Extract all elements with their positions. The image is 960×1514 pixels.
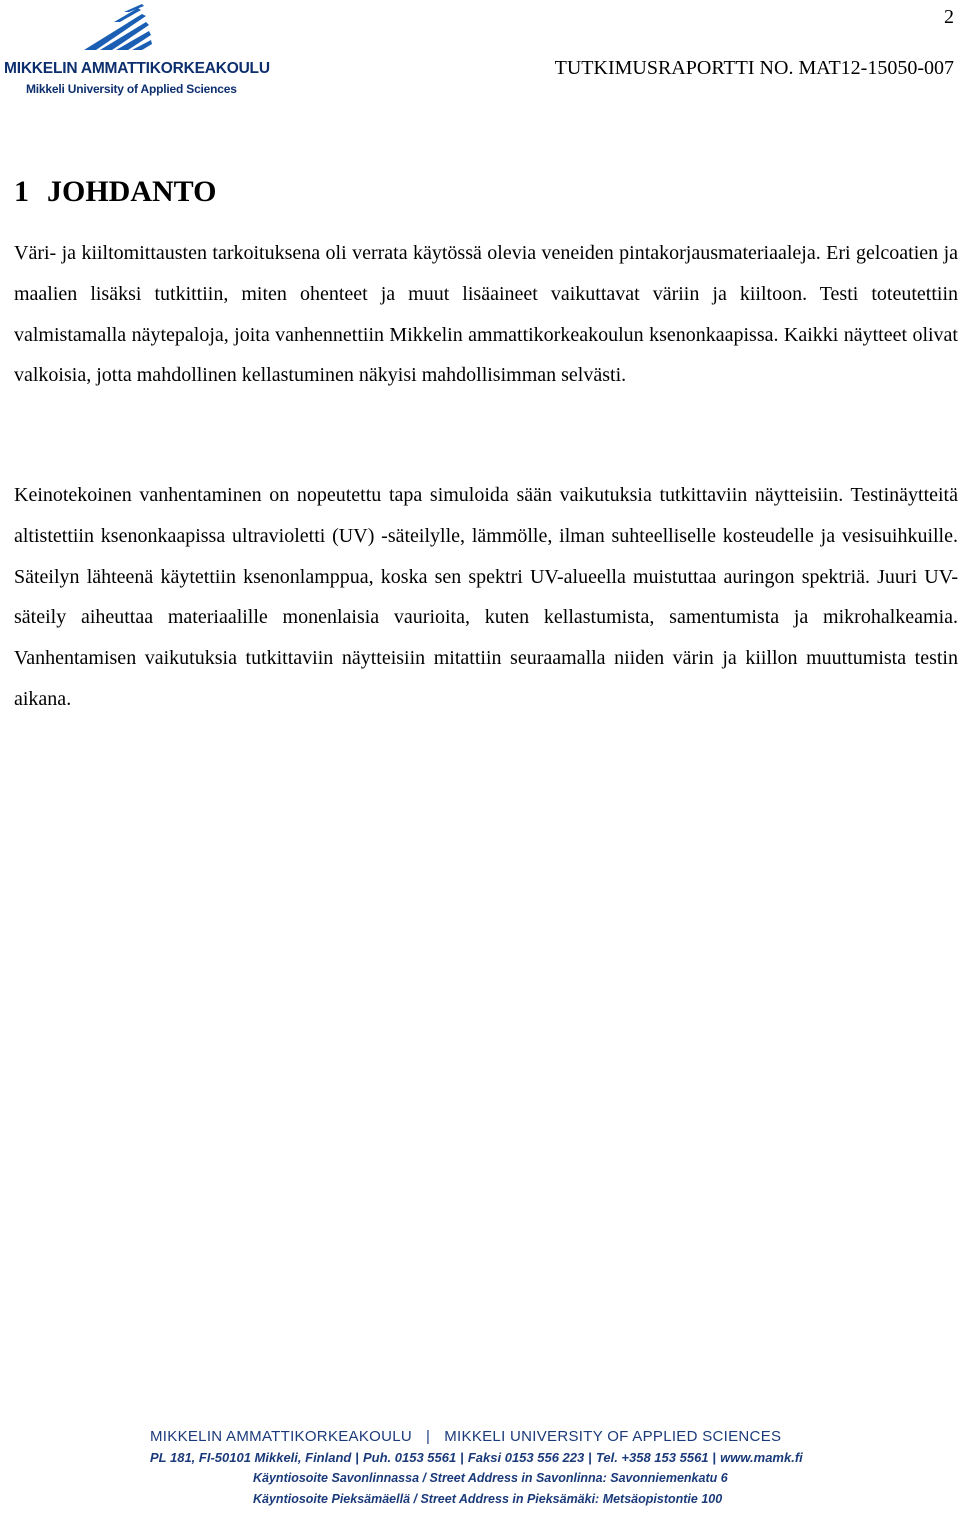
footer-tel: Tel. +358 153 5561 [595, 1450, 709, 1465]
report-id: TUTKIMUSRAPORTTI NO. MAT12-15050-007 [554, 57, 954, 79]
paragraph-intro: Väri- ja kiiltomittausten tarkoituksena oli verrata käytössä olevia veneiden pintakorjausmateriaaleja. Eri gelcoatien ja maalien lisäksi tutkittiin, miten ohenteet ja muut lisäaineet vaikuttavat väriin ja kiiltoon. Testi toteutettiin valmistamalla näytepaloja, joita vanhennettiin Mikkelin ammattikorkeakoulun ksenonkaapissa. Kaikki näytteet olivat valkoisia, jotta mahdollinen kellastuminen näkyisi mahdollisimman selvästi. [14, 242, 958, 387]
footer-institution [150, 1428, 850, 1450]
wave-emblem-icon [4, 2, 230, 62]
footer-phone: Puh. 0153 5561 [362, 1450, 457, 1465]
paragraph-aging: Keinotekoinen vanhentaminen on nopeutettu tapa simuloida sään vaikutuksia tutkittaviin näytteisiin. Testinäytteitä altistettiin ksenonkaapissa ultravioletti (UV) -säteilylle, lämmölle, ilman suhteelliselle kosteudelle ja vesisuihkuille. Säteilyn lähteenä käytettiin ksenonlamppua, koska sen spektri UV-alueella muistuttaa auringon spektriä. Juuri UV-säteily aiheuttaa materiaalille monenlaisia vaurioita, kuten kellastumista, samentumista ja mikrohalkeamia. Vanhentamisen vaikutuksia tutkittaviin näytteisiin mitattiin seuraamalla niiden värin ja kiillon muuttumista testin aikana. [14, 484, 958, 710]
section-title: JOHDANTO [47, 175, 217, 208]
footer-address-savonlinna: Käyntiosoite Savonlinnassa / Street Address in Savonlinna: Savonniemenkatu 6 [253, 1471, 728, 1485]
footer-separator: | [426, 1428, 431, 1445]
footer-address-pieksamaki: Käyntiosoite Pieksämäellä / Street Address in Pieksämäki: Metsäopistontie 100 [253, 1492, 723, 1506]
footer [150, 1428, 850, 1513]
section-number: 1 [14, 175, 29, 208]
logo-name: MIKKELIN AMMATTIKORKEAKOULU [4, 60, 270, 77]
footer-name-en: MIKKELI UNIVERSITY OF APPLIED SCIENCES [444, 1428, 782, 1445]
section-heading [14, 175, 216, 209]
page-number: 2 [944, 6, 954, 28]
footer-fax: Faksi 0153 556 223 [467, 1450, 585, 1465]
university-logo [4, 2, 270, 102]
footer-postal: PL 181, FI-50101 Mikkeli, Finland [150, 1450, 352, 1465]
footer-contact: PL 181, FI-50101 Mikkeli, Finland | Puh. 0153 5561 | Faksi 0153 556 223 | Tel. +358 153 5561 | www.mamk.fi [150, 1450, 803, 1465]
footer-web-link[interactable]: www.mamk.fi [720, 1450, 803, 1465]
footer-name-fi: MIKKELIN AMMATTIKORKEAKOULU [150, 1428, 413, 1445]
logo-subtitle: Mikkeli University of Applied Sciences [26, 82, 237, 96]
